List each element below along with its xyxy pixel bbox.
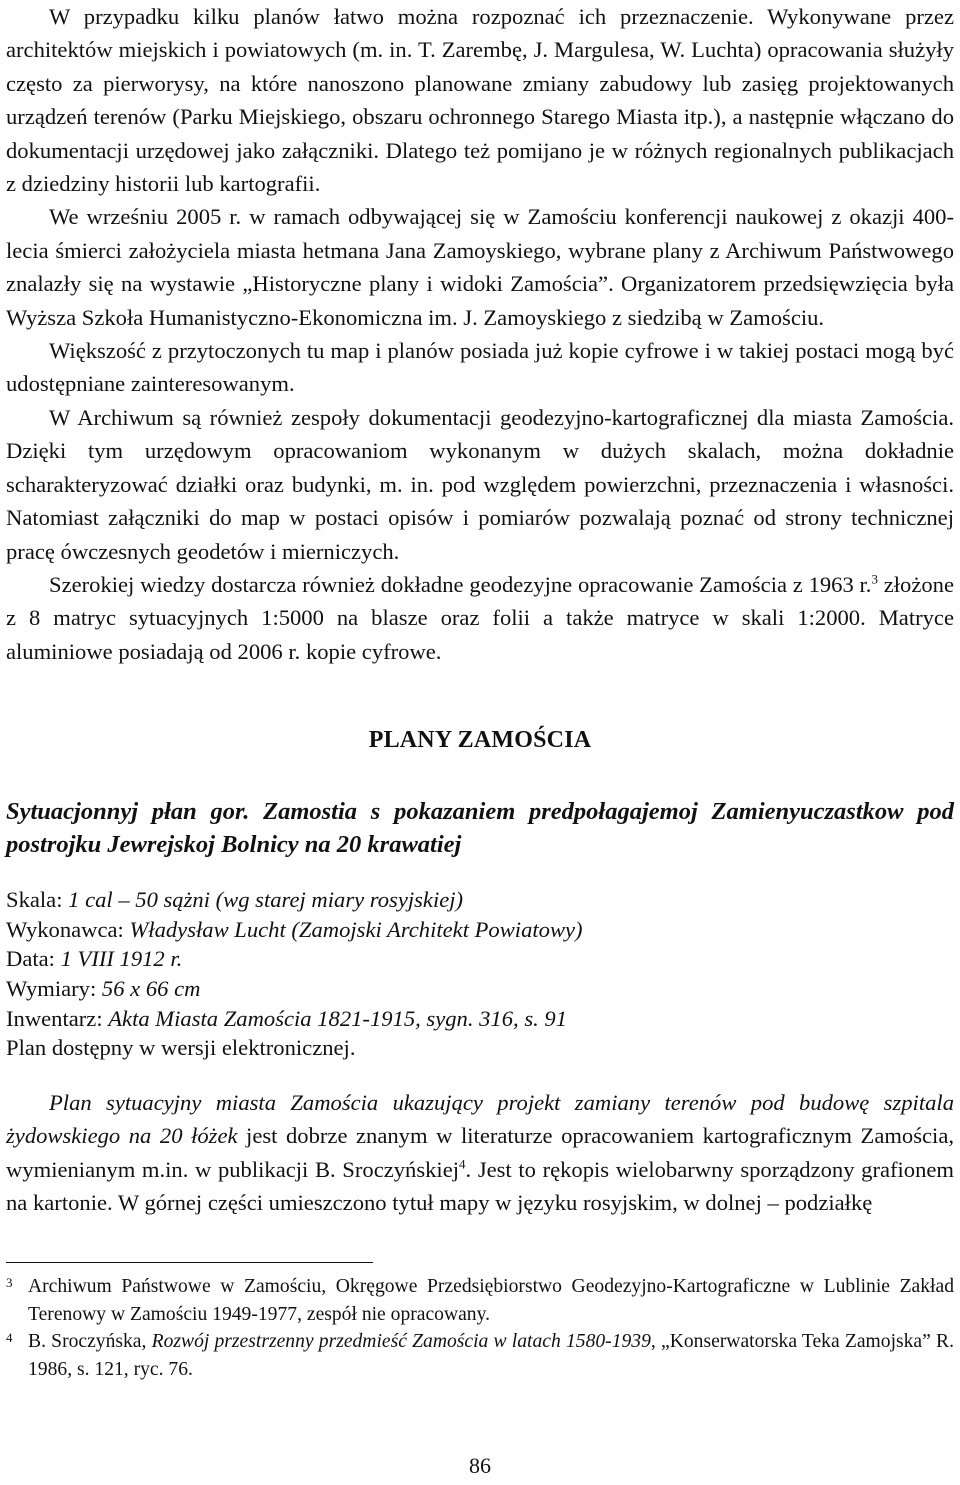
meta-value: 1 cal – 50 sążni (wg starej miary rosyjskiej)	[68, 887, 464, 913]
paragraph-exhibition: We wrześniu 2005 r. w ramach odbywającej się w Zamościu konferencji naukowej z okazji 400-lecia śmierci założyciela miasta hetmana Jana Zamoyskiego, wybrane plany z Archiwum Państwowego znalazły się na wystawie „Historyczne plany i widoki Zamościa”. Organizatorem przedsięwzięcia była Wyższa Szkoła Humanistyczno-Ekonomiczna im. J. Zamoyskiego z siedzibą w Zamościu.	[6, 204, 954, 330]
meta-label: Wykonawca:	[6, 916, 130, 942]
footnote-text: Archiwum Państwowe w Zamościu, Okręgowe Przedsiębiorstwo Geodezyjno-Kartograficzne w Lublinie Zakład Terenowy w Zamościu 1949-1977, zespół nie opracowany.	[28, 1276, 954, 1325]
paragraph-plans-purpose: W przypadku kilku planów łatwo można rozpoznać ich przeznaczenie. Wykonywane przez architektów miejskich i powiatowych (m. in. T. Zarembę, J. Margulesa, W. Luchta) opracowania służyły często za pierworysy, na które nanoszono planowane zmiany zabudowy lub zasięg projektowanych urządzeń terenów (Parku Miejskiego, obszaru ochronnego Starego Miasta itp.), a następnie włączano do dokumentacji urzędowej jako załączniki. Dlatego też pomijano je w różnych regionalnych publikacjach z dziedziny historii lub kartografii.	[6, 4, 954, 197]
body-text	[6, 0, 954, 668]
footnote-ref-3: 3	[871, 571, 878, 587]
paragraph-1963-survey-start: Szerokiej wiedzy dostarcza również dokładne geodezyjne opracowanie Zamościa z 1963 r.	[49, 571, 872, 597]
meta-scale	[6, 885, 954, 915]
paragraph-map-description	[6, 1086, 954, 1220]
map-title: Sytuacjonnyj płan gor. Zamostia s pokazaniem predpołagajemoj Zamienyuczastkow pod postrojku Jewrejskoj Bolnicy na 20 krawatiej	[6, 798, 954, 859]
paragraph-geodetic-documentation: W Archiwum są również zespoły dokumentacji geodezyjno-kartograficznej dla miasta Zamościa. Dzięki tym urzędowym opracowaniom wykonanym w dużych skalach, można dokładnie scharakteryzować działki oraz budynki, m. in. pod względem powierzchni, przeznaczenia i własności. Natomiast załączniki do map w postaci opisów i pomiarów pozwalają poznać od strony technicznej pracę ówczesnych geodetów i mierniczych.	[6, 404, 954, 564]
meta-dimensions	[6, 974, 954, 1004]
footnote-number: 4	[6, 1330, 13, 1346]
meta-value: 56 x 66 cm	[101, 975, 201, 1001]
paragraph-1963-survey	[6, 568, 954, 668]
body-text-continued	[6, 1086, 954, 1220]
meta-availability: Plan dostępny w wersji elektronicznej.	[6, 1035, 356, 1061]
footnote-4	[6, 1328, 954, 1383]
map-metadata	[6, 885, 954, 1063]
meta-value: Władysław Lucht (Zamojski Architekt Powiatowy)	[129, 916, 583, 942]
map-description-text: jest dobrze znanym w literaturze opracowaniem kartograficznym Zamościa, wymienianym m.in. w publikacji B. Sroczyńskiej	[6, 1123, 954, 1182]
meta-label: Wymiary:	[6, 975, 102, 1001]
meta-label: Data:	[6, 946, 61, 972]
footnote-ref-4: 4	[459, 1155, 466, 1171]
map-description-italic: Plan sytuacyjny miasta Zamościa ukazujący projekt zamiany terenów pod budowę szpitala żydowskiego na 20 łóżek	[6, 1089, 954, 1149]
paragraph-digital-copies: Większość z przytoczonych tu map i planów posiada już kopie cyfrowe i w takiej postaci mogą być udostępniane zainteresowanym.	[6, 338, 954, 397]
meta-label: Skala:	[6, 887, 69, 913]
meta-date	[6, 944, 954, 974]
footnote-number: 3	[6, 1275, 13, 1291]
meta-label: Inwentarz:	[6, 1005, 109, 1031]
meta-value: 1 VIII 1912 r.	[60, 946, 183, 972]
footnote-divider	[6, 1262, 373, 1263]
document-page	[6, 0, 954, 1478]
meta-author	[6, 915, 954, 945]
page-number: 86	[469, 1453, 491, 1478]
footnote-author: B. Sroczyńska,	[28, 1331, 152, 1353]
footnote-3	[6, 1273, 954, 1328]
meta-inventory	[6, 1004, 954, 1034]
footnote-book-title: Rozwój przestrzenny przedmieść Zamościa w latach 1580-1939,	[151, 1331, 656, 1353]
section-title: PLANY ZAMOŚCIA	[368, 727, 592, 754]
map-description-text-end: . Jest to rękopis wielobarwny sporządzony grafionem na kartonie. W górnej części umieszczono tytuł mapy w języku rosyjskim, w dolnej – podziałkę	[6, 1156, 954, 1215]
footnote-source: „Konserwatorska Teka Zamojska” R. 1986, s. 121, ryc. 76.	[28, 1331, 954, 1380]
paragraph-1963-survey-end: złożone z 8 matryc sytuacyjnych 1:5000 na blasze oraz folii a także matryce w skali 1:2000. Matryce aluminiowe posiadają od 2006 r. kopie cyfrowe.	[6, 571, 954, 664]
meta-value: Akta Miasta Zamościa 1821-1915, sygn. 316, s. 91	[108, 1005, 568, 1031]
